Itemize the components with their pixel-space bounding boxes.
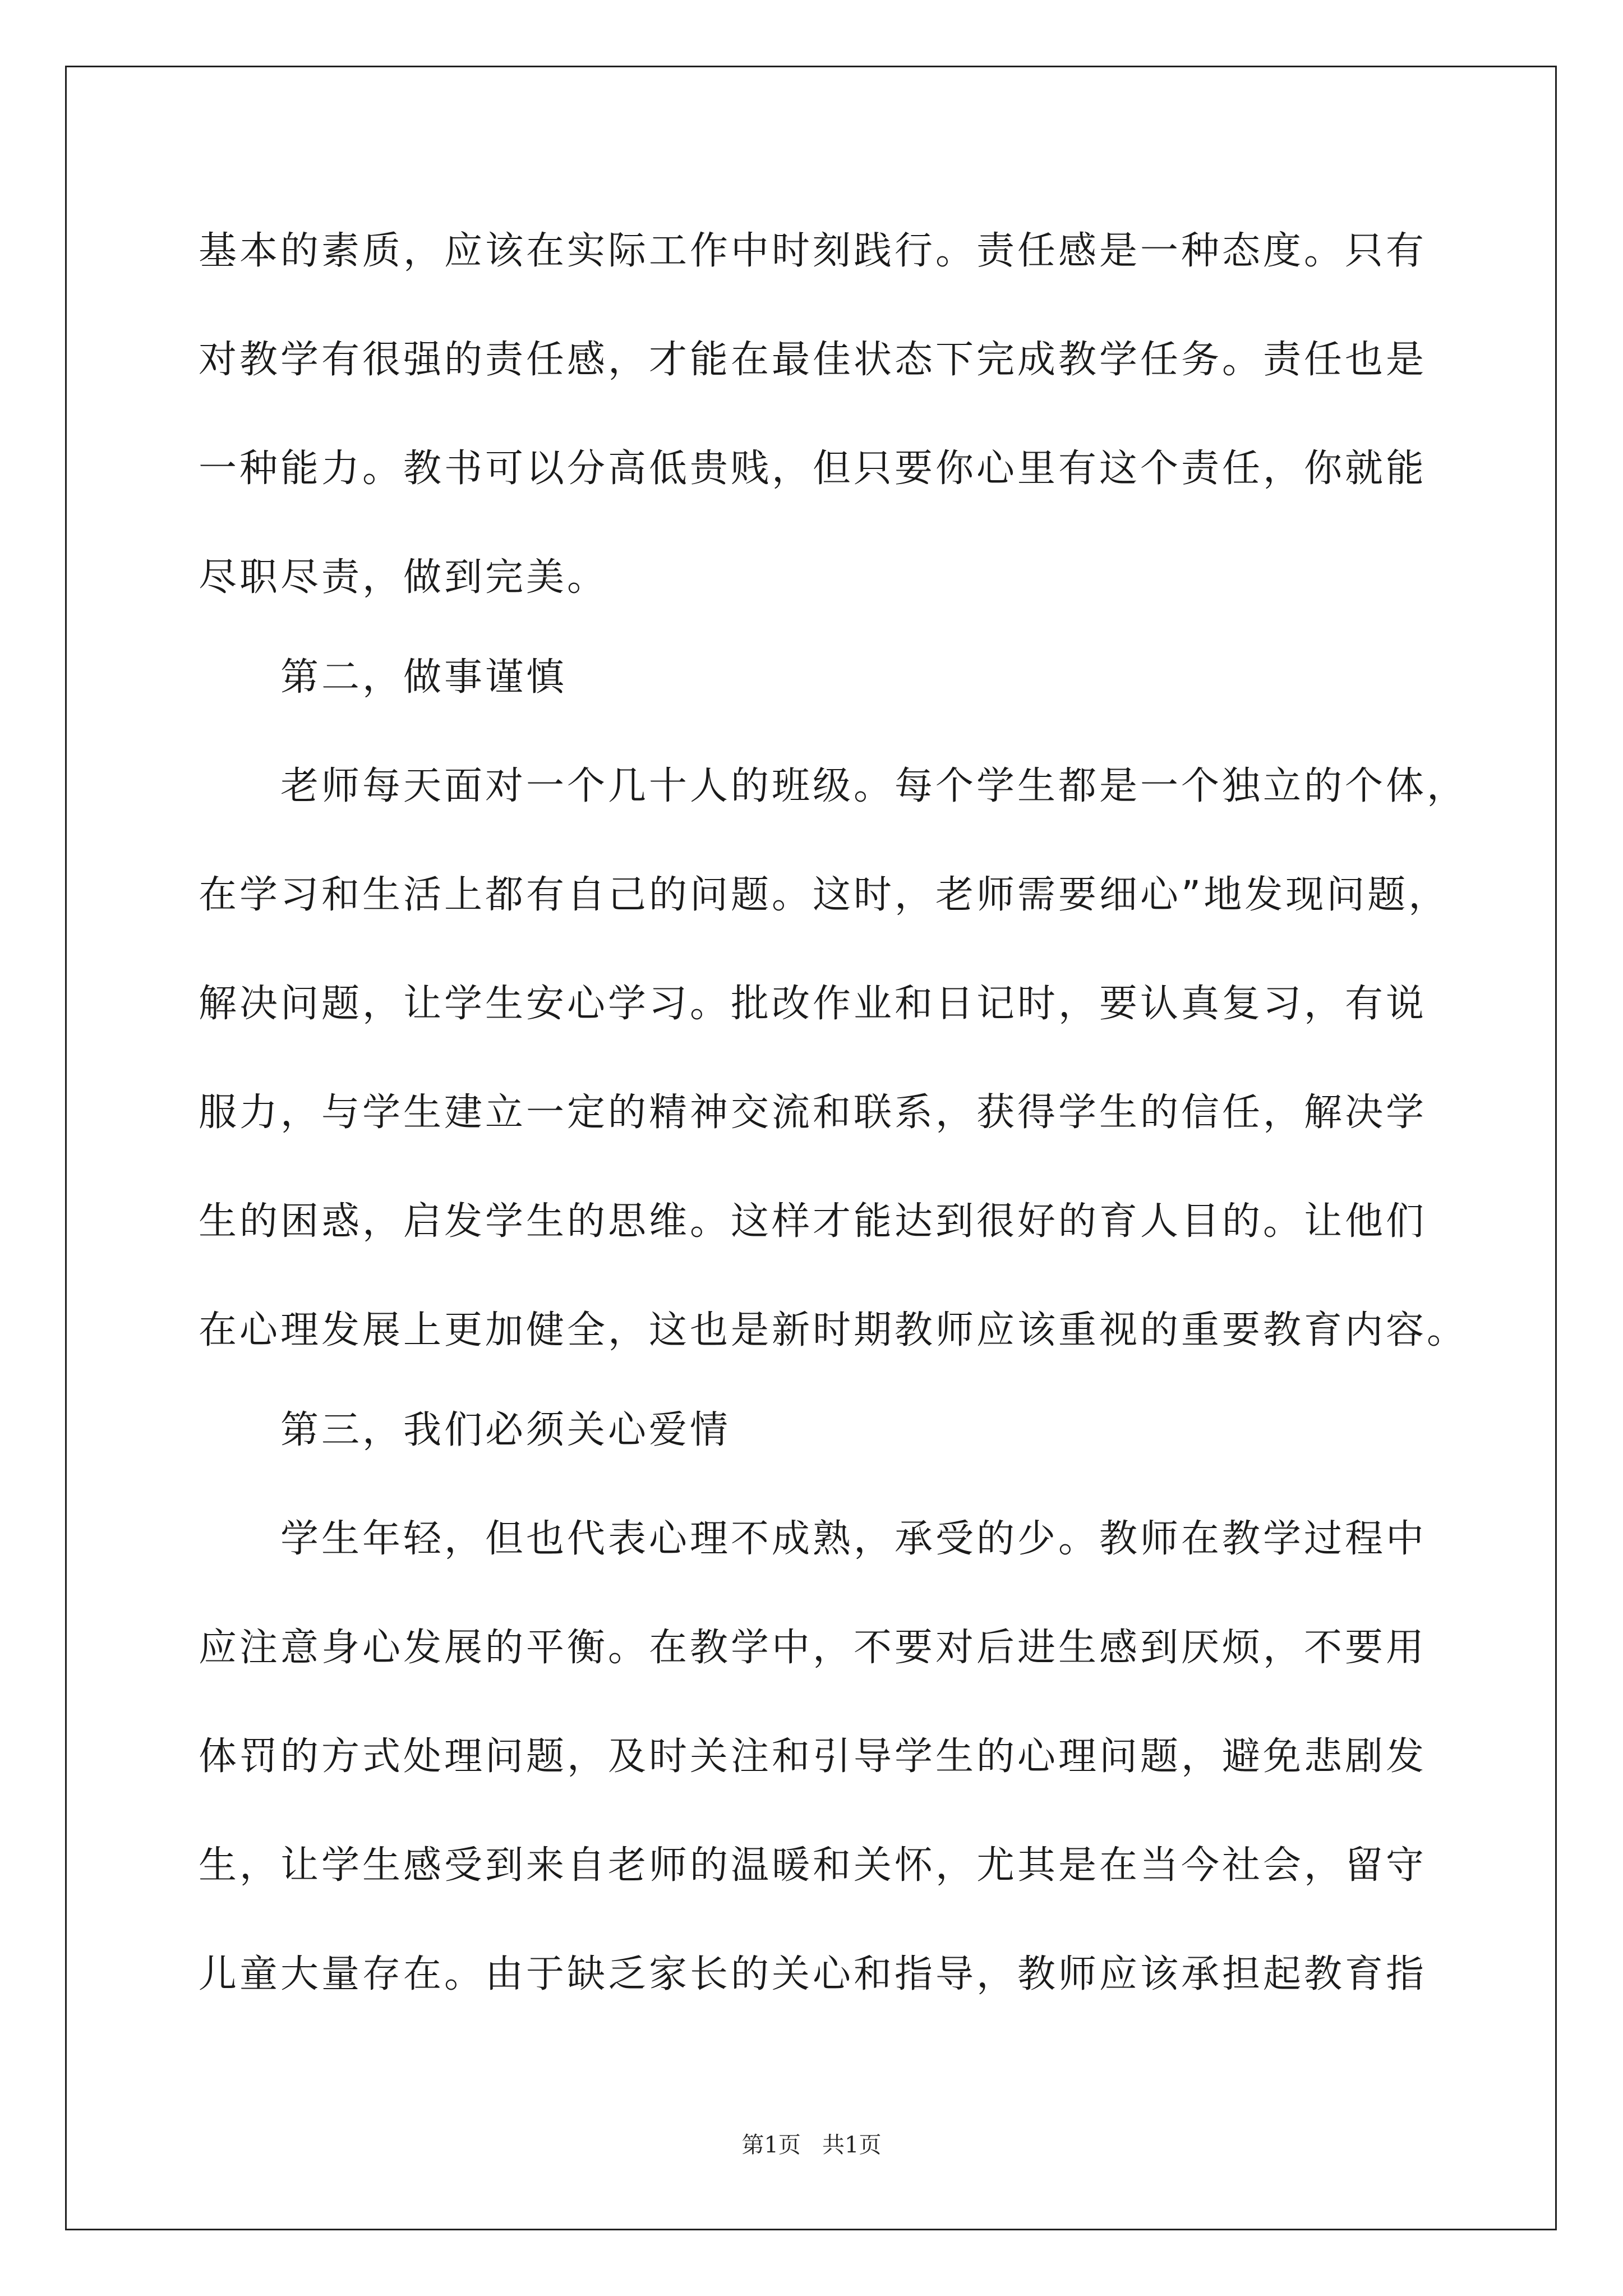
section-heading: 第三，我们必须关心爱情 — [280, 1408, 731, 1452]
text-line: 生的困惑，启发学生的思维。这样才能达到很好的育人目的。让他们 — [199, 1199, 1427, 1244]
text-line: 生，让学生感受到来自老师的温暖和关怀，尤其是在当今社会，留守 — [199, 1843, 1427, 1888]
text-line: 老师每天面对一个几十人的班级。每个学生都是一个独立的个体， — [280, 764, 1468, 808]
text-line: 一种能力。教书可以分高低贵贱，但只要你心里有这个责任，你就能 — [199, 447, 1427, 491]
text-line: 尽职尽责，做到完美。 — [199, 555, 608, 600]
text-line: 学生年轻，但也代表心理不成熟，承受的少。教师在教学过程中 — [280, 1517, 1427, 1561]
text-line: 在心理发展上更加健全，这也是新时期教师应该重视的重要教育内容。 — [199, 1308, 1468, 1352]
text-line: 对教学有很强的责任感，才能在最佳状态下完成教学任务。责任也是 — [199, 338, 1427, 382]
page-number: 第1页 共1页 — [741, 2132, 882, 2158]
section-heading: 第二，做事谨慎 — [280, 655, 568, 700]
text-line: 体罚的方式处理问题，及时关注和引导学生的心理问题，避免悲剧发 — [199, 1734, 1427, 1779]
text-line: 基本的素质，应该在实际工作中时刻践行。责任感是一种态度。只有 — [199, 229, 1427, 273]
text-line: 服力，与学生建立一定的精神交流和联系，获得学生的信任，解决学 — [199, 1091, 1427, 1135]
text-line: 解决问题，让学生安心学习。批改作业和日记时，要认真复习，有说 — [199, 982, 1427, 1026]
text-line: 在学习和生活上都有自己的问题。这时，老师需要细心”地发现问题， — [199, 873, 1450, 917]
text-line: 应注意身心发展的平衡。在教学中，不要对后进生感到厌烦，不要用 — [199, 1626, 1427, 1670]
text-line: 儿童大量存在。由于缺乏家长的关心和指导，教师应该承担起教育指 — [199, 1952, 1427, 1996]
